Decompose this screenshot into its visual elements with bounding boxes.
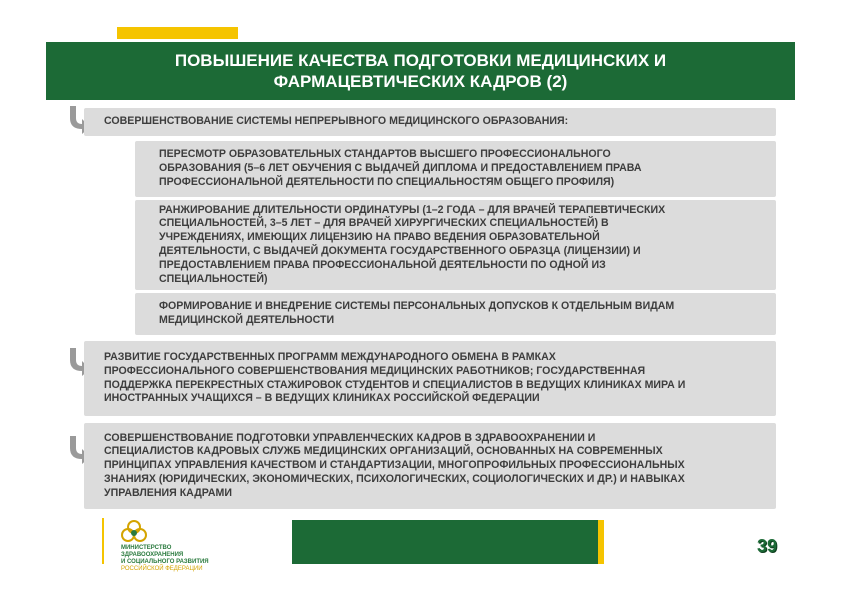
footer-green-bar — [292, 520, 598, 564]
sub-block-standards — [135, 141, 776, 197]
ministry-line: РОССИЙСКОЙ ФЕДЕРАЦИИ — [121, 566, 203, 572]
sub-block-text-line: ПРОФЕССИОНАЛЬНОЙ ДЕЯТЕЛЬНОСТИ ПО СПЕЦИАЛЬНОСТЯМ ОБЩЕГО ПРОФИЛЯ) — [159, 175, 615, 188]
block-text-line: РАЗВИТИЕ ГОСУДАРСТВЕННЫХ ПРОГРАММ МЕЖДУНАРОДНОГО ОБМЕНА В РАМКАХ — [104, 350, 556, 363]
sub-block-text-line: СПЕЦИАЛЬНОСТЕЙ, 3–5 ЛЕТ – ДЛЯ ВРАЧЕЙ ХИРУРГИЧЕСКИХ СПЕЦИАЛЬНОСТЕЙ) В — [159, 217, 609, 230]
sub-block-text-line: УЧРЕЖДЕНИЯХ, ИМЕЮЩИХ ЛИЦЕНЗИЮ НА ПРАВО ВЕДЕНИЯ ОБРАЗОВАТЕЛЬНОЙ — [159, 231, 600, 244]
sub-block-text-line: ПРЕДОСТАВЛЕНИЕМ ПРАВА ПРОФЕССИОНАЛЬНОЙ ДЕЯТЕЛЬНОСТИ ПО ОДНОЙ ИЗ — [159, 258, 606, 271]
ministry-line: ЗДРАВООХРАНЕНИЯ — [121, 552, 184, 558]
sub-block-text-line: ДЕЯТЕЛЬНОСТИ, С ВЫДАЧЕЙ ДОКУМЕНТА ГОСУДАРСТВЕННОГО ОБРАЗЦА (ЛИЦЕНЗИИ) И — [159, 245, 641, 257]
page-number: 39 — [757, 536, 778, 556]
block-text-line: ЗНАНИЯХ (ЮРИДИЧЕСКИХ, ЭКОНОМИЧЕСКИХ, ПСИХОЛОГИЧЕСКИХ, СОЦИОЛОГИЧЕСКИХ И ДР.) И НАВЫКАХ — [104, 472, 685, 485]
block-text-line: ПОДДЕРЖКА ПЕРЕКРЕСТНЫХ СТАЖИРОВОК СТУДЕНТОВ И СПЕЦИАЛИСТОВ В ВЕДУЩИХ КЛИНИКАХ МИРА И — [104, 378, 686, 391]
block-international-exchange — [84, 341, 776, 416]
ministry-line: МИНИСТЕРСТВО — [121, 545, 172, 551]
sub-block-text-line: СПЕЦИАЛЬНОСТЕЙ) — [159, 272, 268, 285]
header-accent-bar — [117, 27, 238, 39]
sub-block-text-line: ОБРАЗОВАНИЯ (5–6 ЛЕТ ОБУЧЕНИЯ С ВЫДАЧЕЙ ДИПЛОМА И ПРЕДОСТАВЛЕНИЕМ ПРАВА — [159, 162, 642, 175]
footer-accent-bar — [598, 520, 604, 564]
block-cme-system — [84, 108, 776, 136]
sub-block-text-line: МЕДИЦИНСКОЙ ДЕЯТЕЛЬНОСТИ — [159, 314, 335, 326]
title-line-2: ФАРМАЦЕВТИЧЕСКИХ КАДРОВ (2) — [273, 72, 568, 91]
sub-block-text-line: ФОРМИРОВАНИЕ И ВНЕДРЕНИЕ СИСТЕМЫ ПЕРСОНАЛЬНЫХ ДОПУСКОВ К ОТДЕЛЬНЫМ ВИДАМ — [159, 300, 675, 313]
sub-block-admissions — [135, 293, 776, 335]
title-line-1: ПОВЫШЕНИЕ КАЧЕСТВА ПОДГОТОВКИ МЕДИЦИНСКИХ И — [174, 51, 667, 70]
block-text-line: ПРИНЦИПАХ УПРАВЛЕНИЯ КАЧЕСТВОМ И СТАНДАРТИЗАЦИИ, МНОГОПРОФИЛЬНЫХ ПРОФЕССИОНАЛЬНЫХ — [104, 459, 685, 472]
block-text-line: ПРОФЕССИОНАЛЬНОГО СОВЕРШЕНСТВОВАНИЯ МЕДИЦИНСКИХ РАБОТНИКОВ; ГОСУДАРСТВЕННАЯ — [104, 364, 646, 377]
block-text-line: СОВЕРШЕНСТВОВАНИЕ ПОДГОТОВКИ УПРАВЛЕНЧЕСКИХ КАДРОВ В ЗДРАВООХРАНЕНИИ И — [104, 431, 596, 444]
block-management-training — [84, 423, 776, 509]
sub-block-text-line: ПЕРЕСМОТР ОБРАЗОВАТЕЛЬНЫХ СТАНДАРТОВ ВЫСШЕГО ПРОФЕССИОНАЛЬНОГО — [159, 148, 611, 161]
sub-block-text-line: РАНЖИРОВАНИЕ ДЛИТЕЛЬНОСТИ ОРДИНАТУРЫ (1–2 ГОДА – ДЛЯ ВРАЧЕЙ ТЕРАПЕВТИЧЕСКИХ — [159, 203, 666, 216]
block-cme-system-text: СОВЕРШЕНСТВОВАНИЕ СИСТЕМЫ НЕПРЕРЫВНОГО МЕДИЦИНСКОГО ОБРАЗОВАНИЯ: — [104, 115, 569, 128]
block-text-line: ИНОСТРАННЫХ УЧАЩИХСЯ – В ВЕДУЩИХ КЛИНИКАХ РОССИЙСКОЙ ФЕДЕРАЦИИ — [104, 392, 540, 405]
footer-divider — [102, 518, 104, 564]
ministry-name — [121, 545, 261, 573]
ministry-line: И СОЦИАЛЬНОГО РАЗВИТИЯ — [121, 559, 209, 565]
block-text — [90, 351, 770, 406]
slide-title — [46, 42, 795, 100]
block-text-line: УПРАВЛЕНИЯ КАДРАМИ — [104, 486, 232, 499]
block-text-line: СПЕЦИАЛИСТОВ КАДРОВЫХ СЛУЖБ МЕДИЦИНСКИХ ОРГАНИЗАЦИЙ, ОСНОВАННЫХ НА СОВРЕМЕННЫХ — [104, 445, 663, 458]
sub-block-residency — [135, 200, 776, 290]
block-text — [90, 432, 770, 501]
